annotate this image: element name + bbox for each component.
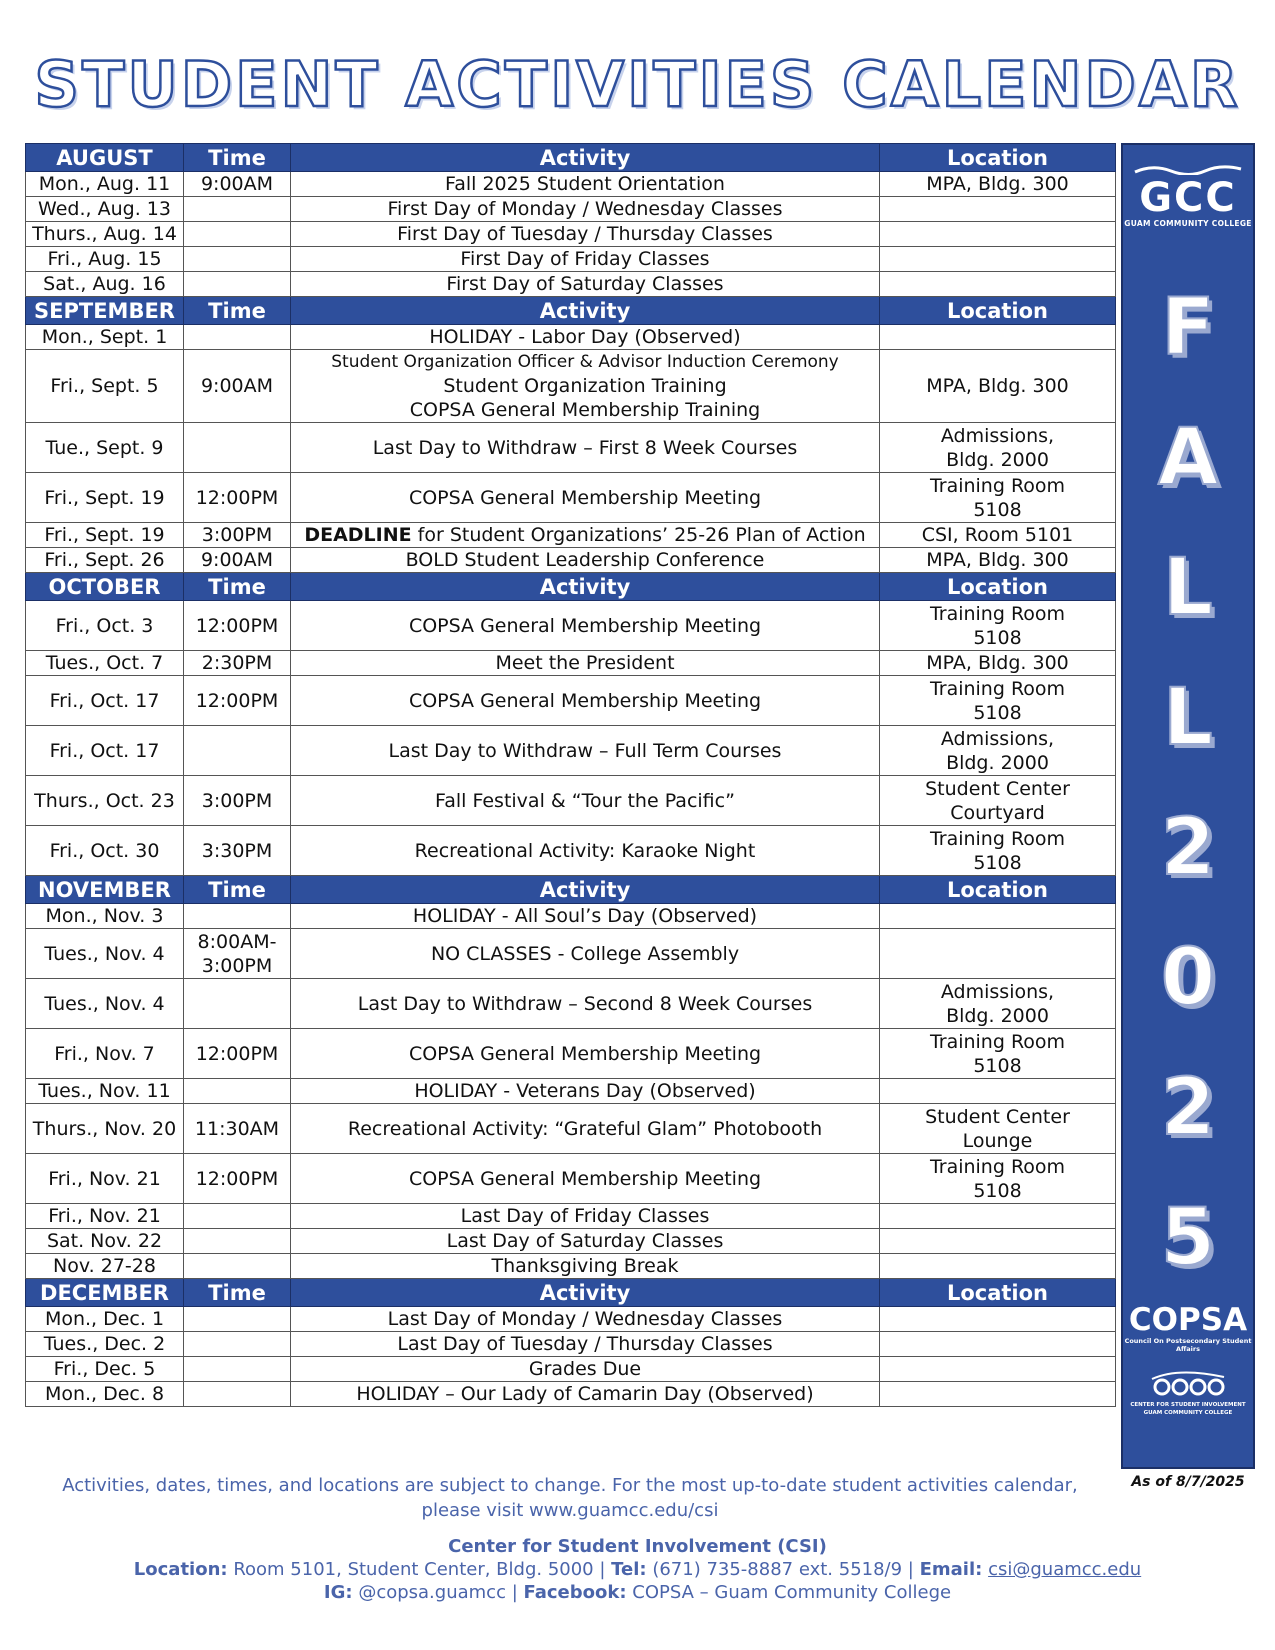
time-cell <box>184 726 291 776</box>
time-header: Time <box>184 144 291 172</box>
activity-cell: Grades Due <box>291 1357 880 1382</box>
activity-header: Activity <box>291 144 880 172</box>
table-row <box>26 1229 1116 1254</box>
date-cell: Tues., Nov. 4 <box>26 979 184 1029</box>
activity-cell: HOLIDAY - Veterans Day (Observed) <box>291 1079 880 1104</box>
date-cell: Sat. Nov. 22 <box>26 1229 184 1254</box>
disclaimer <box>40 1473 1100 1523</box>
table-row <box>26 197 1116 222</box>
date-cell: Fri., Oct. 3 <box>26 601 184 651</box>
table-row <box>26 1254 1116 1279</box>
location-line: Student Center <box>925 1105 1070 1128</box>
location-cell <box>880 826 1116 876</box>
time-cell <box>184 423 291 473</box>
location-header: Location <box>880 144 1116 172</box>
location-cell <box>880 601 1116 651</box>
location-line: 5108 <box>973 1054 1022 1077</box>
location-cell <box>880 1154 1116 1204</box>
activity-cell: Recreational Activity: Karaoke Night <box>291 826 880 876</box>
time-cell <box>184 1254 291 1279</box>
table-row <box>26 1079 1116 1104</box>
location-line: 5108 <box>973 851 1022 874</box>
time-line: 3:00PM <box>201 954 273 977</box>
table-row <box>26 325 1116 350</box>
date-cell: Mon., Sept. 1 <box>26 325 184 350</box>
time-cell <box>184 247 291 272</box>
time-cell: 9:00AM <box>184 548 291 573</box>
date-cell: Mon., Nov. 3 <box>26 904 184 929</box>
date-cell: Thurs., Aug. 14 <box>26 222 184 247</box>
time-cell: 9:00AM <box>184 350 291 423</box>
date-cell: Mon., Dec. 1 <box>26 1307 184 1332</box>
activity-cell: First Day of Saturday Classes <box>291 272 880 297</box>
location-line: Training Room <box>929 827 1066 850</box>
location-line: 5108 <box>973 701 1022 724</box>
time-cell: 12:00PM <box>184 1029 291 1079</box>
month-name: SEPTEMBER <box>26 297 184 325</box>
location-header: Location <box>880 573 1116 601</box>
month-header-september <box>26 297 1116 325</box>
time-cell <box>184 979 291 1029</box>
location-value: Room 5101, Student Center, Bldg. 5000 | <box>227 1559 612 1580</box>
location-header: Location <box>880 1279 1116 1307</box>
activity-cell: HOLIDAY - Labor Day (Observed) <box>291 325 880 350</box>
date-cell: Fri., Sept. 19 <box>26 473 184 523</box>
date-cell: Tues., Oct. 7 <box>26 651 184 676</box>
table-row <box>26 776 1116 826</box>
activity-cell: First Day of Friday Classes <box>291 247 880 272</box>
ig-value: @copsa.guamcc | <box>352 1582 524 1603</box>
table-row <box>26 651 1116 676</box>
term-letter: 2 <box>1160 1063 1216 1153</box>
time-header: Time <box>184 297 291 325</box>
location-cell <box>880 929 1116 979</box>
time-cell: 12:00PM <box>184 676 291 726</box>
location-line: Training Room <box>929 1155 1066 1178</box>
disclaimer-line: please visit www.guamcc.edu/csi <box>421 1500 719 1521</box>
date-cell: Tues., Dec. 2 <box>26 1332 184 1357</box>
copsa-logo <box>1123 1303 1253 1417</box>
table-row <box>26 826 1116 876</box>
deadline-label: DEADLINE <box>304 524 412 546</box>
location-line: 5108 <box>973 626 1022 649</box>
location-line: Bldg. 2000 <box>946 751 1049 774</box>
date-cell: Mon., Dec. 8 <box>26 1382 184 1407</box>
date-cell: Thurs., Oct. 23 <box>26 776 184 826</box>
location-cell <box>880 1382 1116 1407</box>
table-row <box>26 676 1116 726</box>
email-link[interactable]: csi@guamcc.edu <box>988 1559 1142 1580</box>
date-cell: Fri., Oct. 17 <box>26 726 184 776</box>
date-cell: Fri., Sept. 5 <box>26 350 184 423</box>
table-row <box>26 1029 1116 1079</box>
location-cell <box>880 247 1116 272</box>
location-line: Lounge <box>962 1129 1033 1152</box>
activity-cell: NO CLASSES - College Assembly <box>291 929 880 979</box>
email-label: Email: <box>919 1559 983 1580</box>
activity-cell: COPSA General Membership Meeting <box>291 601 880 651</box>
time-cell: 12:00PM <box>184 601 291 651</box>
table-row <box>26 1154 1116 1204</box>
month-name: DECEMBER <box>26 1279 184 1307</box>
table-row <box>26 548 1116 573</box>
activity-text: for Student Organizations’ 25-26 Plan of Action <box>411 524 866 546</box>
location-line: Courtyard <box>950 801 1045 824</box>
activity-cell: BOLD Student Leadership Conference <box>291 548 880 573</box>
center-name: Center for Student Involvement (CSI) <box>448 1536 827 1557</box>
table-row <box>26 1204 1116 1229</box>
time-cell: 9:00AM <box>184 172 291 197</box>
location-cell <box>880 272 1116 297</box>
time-cell <box>184 1307 291 1332</box>
date-cell: Fri., Nov. 21 <box>26 1204 184 1229</box>
location-line: Training Room <box>929 1030 1066 1053</box>
time-cell: 11:30AM <box>184 1104 291 1154</box>
csi-college: GUAM COMMUNITY COLLEGE <box>1143 1410 1233 1416</box>
location-cell <box>880 1357 1116 1382</box>
location-cell <box>880 1332 1116 1357</box>
time-cell: 12:00PM <box>184 1154 291 1204</box>
table-row <box>26 904 1116 929</box>
month-name: NOVEMBER <box>26 876 184 904</box>
table-row <box>26 247 1116 272</box>
activity-cell: Last Day of Friday Classes <box>291 1204 880 1229</box>
date-cell: Tues., Nov. 11 <box>26 1079 184 1104</box>
month-name: OCTOBER <box>26 573 184 601</box>
time-cell <box>184 1229 291 1254</box>
date-cell: Fri., Oct. 17 <box>26 676 184 726</box>
activity-header: Activity <box>291 573 880 601</box>
activity-cell: Fall Festival & “Tour the Pacific” <box>291 776 880 826</box>
time-cell <box>184 904 291 929</box>
activity-cell: Last Day of Monday / Wednesday Classes <box>291 1307 880 1332</box>
location-cell: MPA, Bldg. 300 <box>880 651 1116 676</box>
location-cell <box>880 726 1116 776</box>
table-row <box>26 1382 1116 1407</box>
activity-cell <box>291 350 880 423</box>
table-row <box>26 272 1116 297</box>
month-header-december <box>26 1279 1116 1307</box>
date-cell: Sat., Aug. 16 <box>26 272 184 297</box>
copsa-full-name: Council On Postsecondary Student Affairs <box>1124 1337 1252 1353</box>
date-cell: Tue., Sept. 9 <box>26 423 184 473</box>
table-row <box>26 1307 1116 1332</box>
time-cell <box>184 1382 291 1407</box>
term-letter: 0 <box>1160 933 1216 1023</box>
time-cell: 3:00PM <box>184 523 291 548</box>
wave-icon <box>1133 165 1243 175</box>
location-cell <box>880 1029 1116 1079</box>
activity-cell: First Day of Tuesday / Thursday Classes <box>291 222 880 247</box>
activity-cell: COPSA General Membership Meeting <box>291 1029 880 1079</box>
csi-name: CENTER FOR STUDENT INVOLVEMENT <box>1130 1402 1246 1408</box>
time-cell: 12:00PM <box>184 473 291 523</box>
activity-cell: Last Day of Saturday Classes <box>291 1229 880 1254</box>
location-line: 5108 <box>973 498 1022 521</box>
term-letter: 5 <box>1160 1193 1216 1283</box>
location-cell <box>880 325 1116 350</box>
activity-cell: COPSA General Membership Meeting <box>291 676 880 726</box>
location-cell <box>880 979 1116 1029</box>
month-header-november <box>26 876 1116 904</box>
activity-cell: HOLIDAY – Our Lady of Camarin Day (Observed) <box>291 1382 880 1407</box>
location-line: Training Room <box>929 474 1066 497</box>
date-cell: Mon., Aug. 11 <box>26 172 184 197</box>
time-cell <box>184 272 291 297</box>
location-line: 5108 <box>973 1179 1022 1202</box>
month-header-august <box>26 144 1116 172</box>
location-cell <box>880 222 1116 247</box>
term-letter: 2 <box>1160 803 1216 893</box>
facebook-label: Facebook: <box>523 1582 627 1603</box>
contact-footer <box>0 1535 1275 1604</box>
activity-cell: Fall 2025 Student Orientation <box>291 172 880 197</box>
date-cell: Fri., Nov. 21 <box>26 1154 184 1204</box>
activity-line: Student Organization Training <box>443 375 727 397</box>
location-cell: CSI, Room 5101 <box>880 523 1116 548</box>
activity-header: Activity <box>291 297 880 325</box>
term-letters <box>1123 263 1253 1303</box>
location-line: Bldg. 2000 <box>946 1004 1049 1027</box>
location-line: Admissions, <box>940 727 1055 750</box>
table-row <box>26 1357 1116 1382</box>
location-cell: MPA, Bldg. 300 <box>880 350 1116 423</box>
location-cell <box>880 197 1116 222</box>
activity-cell: Last Day to Withdraw – Second 8 Week Courses <box>291 979 880 1029</box>
date-cell: Wed., Aug. 13 <box>26 197 184 222</box>
activity-header: Activity <box>291 1279 880 1307</box>
table-row <box>26 350 1116 423</box>
date-cell: Tues., Nov. 4 <box>26 929 184 979</box>
activity-line: Student Organization Officer & Advisor Induction Ceremony <box>331 352 839 372</box>
term-letter: F <box>1161 283 1215 373</box>
ig-label: IG: <box>323 1582 353 1603</box>
date-cell: Fri., Dec. 5 <box>26 1357 184 1382</box>
location-cell <box>880 676 1116 726</box>
tel-value: (671) 735-8887 ext. 5518/9 | <box>646 1559 920 1580</box>
location-cell <box>880 904 1116 929</box>
csi-logo-icon <box>1148 1367 1228 1397</box>
time-cell <box>184 929 291 979</box>
table-row <box>26 222 1116 247</box>
activity-cell: COPSA General Membership Meeting <box>291 473 880 523</box>
table-row <box>26 929 1116 979</box>
time-cell <box>184 222 291 247</box>
activity-cell <box>291 523 880 548</box>
gcc-logo <box>1123 165 1253 228</box>
time-cell <box>184 1204 291 1229</box>
location-line: Training Room <box>929 677 1066 700</box>
term-letter: A <box>1157 413 1219 503</box>
activity-cell: COPSA General Membership Meeting <box>291 1154 880 1204</box>
activities-table <box>25 143 1116 1407</box>
location-cell <box>880 423 1116 473</box>
time-cell <box>184 1332 291 1357</box>
time-cell: 3:30PM <box>184 826 291 876</box>
date-cell: Fri., Oct. 30 <box>26 826 184 876</box>
location-cell <box>880 473 1116 523</box>
time-cell <box>184 1079 291 1104</box>
fall-2025-sidebar <box>1121 143 1255 1469</box>
time-cell: 3:00PM <box>184 776 291 826</box>
table-row <box>26 423 1116 473</box>
activity-cell: Thanksgiving Break <box>291 1254 880 1279</box>
date-cell: Nov. 27-28 <box>26 1254 184 1279</box>
activity-cell: HOLIDAY - All Soul’s Day (Observed) <box>291 904 880 929</box>
copsa-name: COPSA <box>1128 1302 1248 1338</box>
location-cell <box>880 1254 1116 1279</box>
location-cell <box>880 1229 1116 1254</box>
time-cell <box>184 325 291 350</box>
location-cell <box>880 1104 1116 1154</box>
page-title: STUDENT ACTIVITIES CALENDAR <box>34 48 1241 121</box>
time-header: Time <box>184 1279 291 1307</box>
table-row <box>26 601 1116 651</box>
activity-cell: Last Day of Tuesday / Thursday Classes <box>291 1332 880 1357</box>
location-line: Training Room <box>929 602 1066 625</box>
term-letter: L <box>1163 543 1213 633</box>
date-cell: Fri., Nov. 7 <box>26 1029 184 1079</box>
location-cell <box>880 776 1116 826</box>
table-row <box>26 979 1116 1029</box>
location-line: Student Center <box>925 777 1070 800</box>
time-line: 8:00AM- <box>197 930 277 953</box>
gcc-name: GUAM COMMUNITY COLLEGE <box>1124 219 1252 228</box>
as-of-date: As of 8/7/2025 <box>1131 1474 1245 1490</box>
table-row <box>26 172 1116 197</box>
date-cell: Fri., Sept. 26 <box>26 548 184 573</box>
month-name: AUGUST <box>26 144 184 172</box>
term-letter: L <box>1163 673 1213 763</box>
table-row <box>26 1104 1116 1154</box>
location-line: Admissions, <box>940 980 1055 1003</box>
date-cell: Thurs., Nov. 20 <box>26 1104 184 1154</box>
table-row <box>26 473 1116 523</box>
activity-cell: Meet the President <box>291 651 880 676</box>
date-cell: Fri., Sept. 19 <box>26 523 184 548</box>
activity-header: Activity <box>291 876 880 904</box>
location-cell <box>880 1307 1116 1332</box>
location-label: Location: <box>133 1559 228 1580</box>
activity-cell: Last Day to Withdraw – First 8 Week Courses <box>291 423 880 473</box>
facebook-value: COPSA – Guam Community College <box>626 1582 952 1603</box>
activity-line: COPSA General Membership Training <box>409 399 761 421</box>
table-row <box>26 523 1116 548</box>
location-line: Admissions, <box>940 424 1055 447</box>
location-cell: MPA, Bldg. 300 <box>880 172 1116 197</box>
location-cell <box>880 1204 1116 1229</box>
activity-cell: Recreational Activity: “Grateful Glam” Photobooth <box>291 1104 880 1154</box>
time-header: Time <box>184 573 291 601</box>
table-row <box>26 726 1116 776</box>
activity-cell: Last Day to Withdraw – Full Term Courses <box>291 726 880 776</box>
time-cell <box>184 197 291 222</box>
location-cell: MPA, Bldg. 300 <box>880 548 1116 573</box>
time-cell: 2:30PM <box>184 651 291 676</box>
table-row <box>26 1332 1116 1357</box>
gcc-mark: GCC <box>1139 175 1237 221</box>
location-header: Location <box>880 297 1116 325</box>
location-header: Location <box>880 876 1116 904</box>
activity-cell: First Day of Monday / Wednesday Classes <box>291 197 880 222</box>
date-cell: Fri., Aug. 15 <box>26 247 184 272</box>
tel-label: Tel: <box>611 1559 647 1580</box>
location-cell <box>880 1079 1116 1104</box>
month-header-october <box>26 573 1116 601</box>
disclaimer-line: Activities, dates, times, and locations are subject to change. For the most up-to-date student activities calendar, <box>62 1475 1078 1496</box>
location-line: Bldg. 2000 <box>946 448 1049 471</box>
time-header: Time <box>184 876 291 904</box>
time-cell <box>184 1357 291 1382</box>
